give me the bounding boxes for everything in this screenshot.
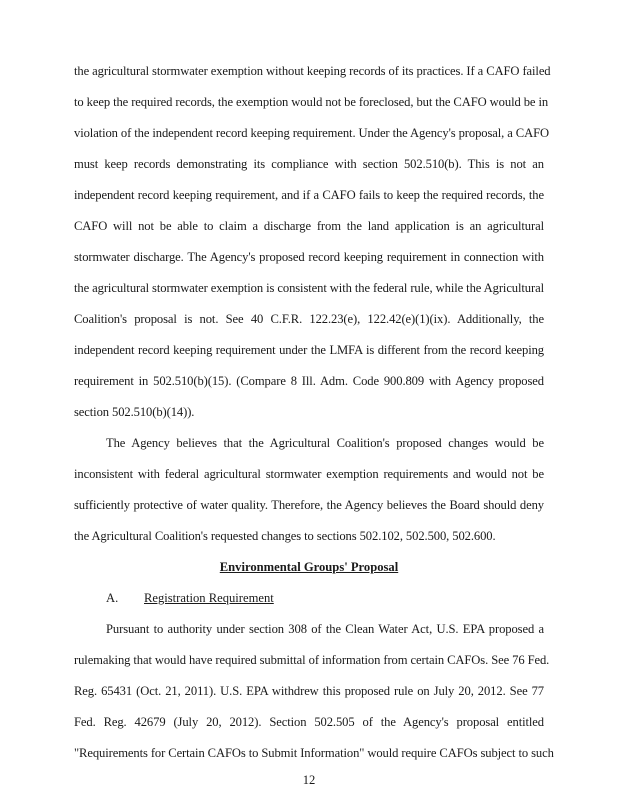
paragraph1-line-2: to keep the required records, the exemption would not be foreclosed, but the CAFO would be in <box>74 95 549 109</box>
paragraph2-line-1: The Agency believes that the Agricultural Coalition's proposed changes would be <box>106 436 544 450</box>
section-heading: Environmental Groups' Proposal <box>219 560 399 574</box>
paragraph1-line-12: section 502.510(b)(14)). <box>74 405 195 419</box>
paragraph3-line-2: rulemaking that would have required submittal of information from certain CAFOs. See 76 Fed. <box>74 653 550 667</box>
paragraph3-line-3: Reg. 65431 (Oct. 21, 2011). U.S. EPA withdrew this proposed rule on July 20, 2012. See 77 <box>74 684 544 698</box>
paragraph1-line-1: the agricultural stormwater exemption without keeping records of its practices. If a CAFO failed <box>74 64 551 78</box>
page-number: 12 <box>302 773 316 787</box>
paragraph3-line-5: "Requirements for Certain CAFOs to Submit Information" would require CAFOs subject to such <box>74 746 554 760</box>
paragraph2-line-2: inconsistent with federal agricultural stormwater exemption requirements and would not be <box>74 467 544 481</box>
paragraph1-line-11: requirement in 502.510(b)(15). (Compare 8 Ill. Adm. Code 900.809 with Agency proposed <box>74 374 544 388</box>
paragraph1-line-9: Coalition's proposal is not. See 40 C.F.R. 122.23(e), 122.42(e)(1)(ix). Additionally, the <box>74 312 544 326</box>
subsection-title: Registration Requirement <box>144 591 274 605</box>
paragraph1-line-10: independent record keeping requirement under the LMFA is different from the record keeping <box>74 343 544 357</box>
subsection-heading <box>106 591 274 606</box>
paragraph1-line-3: violation of the independent record keeping requirement. Under the Agency's proposal, a CAFO <box>74 126 549 140</box>
paragraph3-line-1: Pursuant to authority under section 308 of the Clean Water Act, U.S. EPA proposed a <box>106 622 544 636</box>
paragraph2-line-3: sufficiently protective of water quality. Therefore, the Agency believes the Board should deny <box>74 498 544 512</box>
paragraph1-line-4: must keep records demonstrating its compliance with section 502.510(b). This is not an <box>74 157 544 171</box>
subsection-letter: A. <box>106 591 119 605</box>
paragraph3-line-4: Fed. Reg. 42679 (July 20, 2012). Section 502.505 of the Agency's proposal entitled <box>74 715 544 729</box>
paragraph1-line-5: independent record keeping requirement, and if a CAFO fails to keep the required records, the <box>74 188 544 202</box>
paragraph2-line-4: the Agricultural Coalition's requested changes to sections 502.102, 502.500, 502.600. <box>74 529 496 543</box>
paragraph1-line-6: CAFO will not be able to claim a discharge from the land application is an agricultural <box>74 219 544 233</box>
paragraph1-line-8: the agricultural stormwater exemption is consistent with the federal rule, while the Agricultural <box>74 281 544 295</box>
paragraph1-line-7: stormwater discharge. The Agency's proposed record keeping requirement in connection with <box>74 250 544 264</box>
